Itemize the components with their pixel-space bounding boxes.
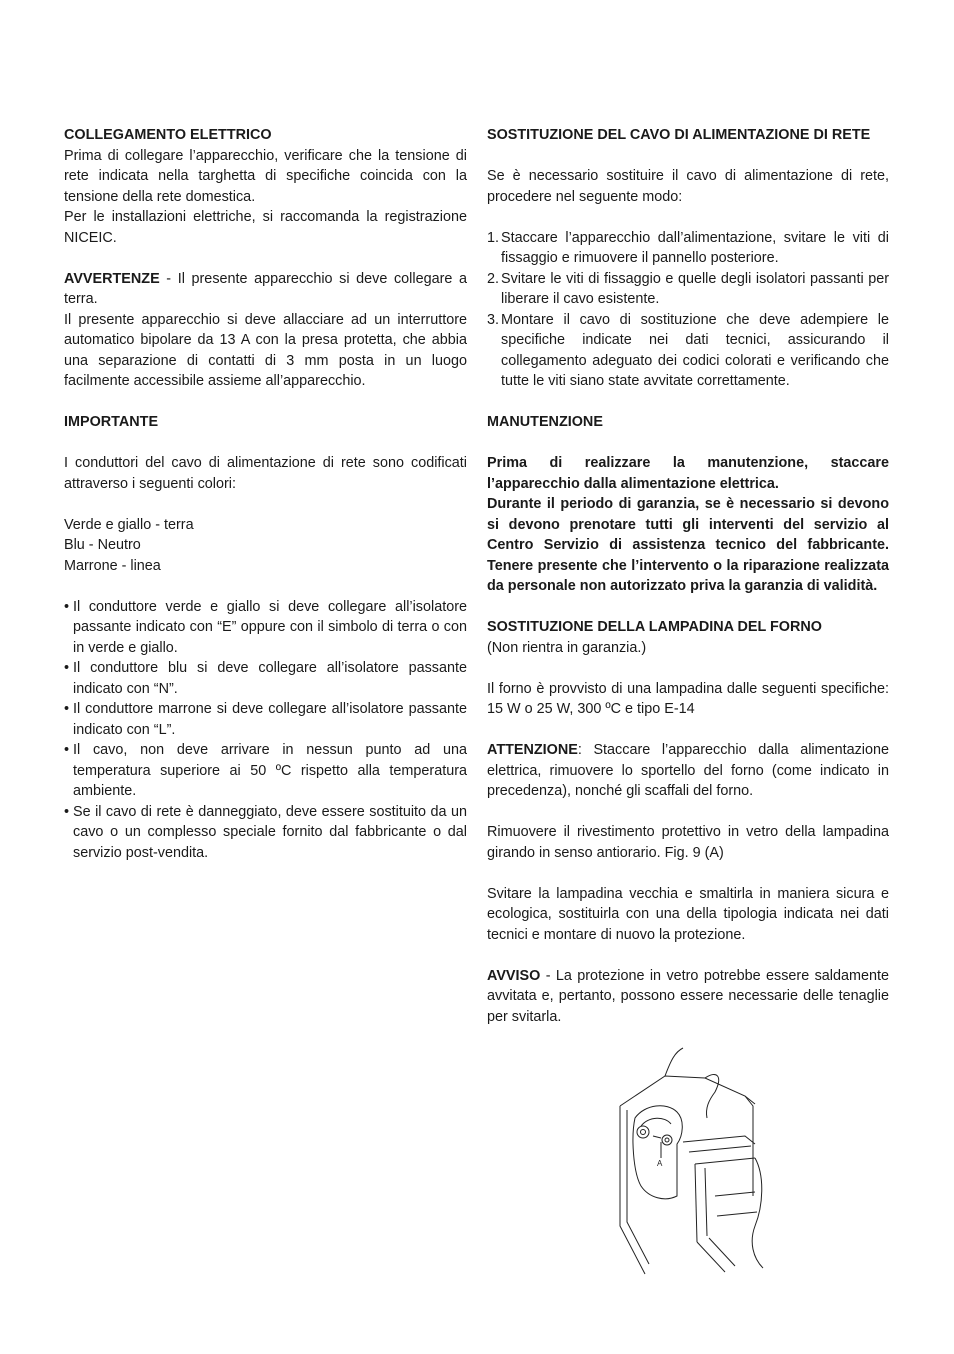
step-number: 2. xyxy=(487,270,500,287)
color-code-item: Marrone - linea xyxy=(64,557,161,574)
notice-paragraph xyxy=(487,966,889,1028)
list-item xyxy=(487,310,889,392)
color-code-item: Verde e giallo - terra xyxy=(64,516,194,533)
heading-lamp-replacement: SOSTITUZIONE DELLA LAMPADINA DEL FORNO xyxy=(487,619,822,635)
notice-label: AVVISO xyxy=(487,967,541,984)
attention-text: : Staccare l’apparecchio dalla alimentazione elettrica, rimuovere lo sportello del forno (come indicato in precedenza), nonché gli scaffali del forno. xyxy=(487,742,889,799)
list-item xyxy=(487,269,889,310)
list-item: • Il cavo, non deve arrivare in nessun punto ad una temperatura superiore ai 50 ºC rispetto alla temperatura ambiente. xyxy=(64,740,467,802)
paragraph: Il forno è provvisto di una lampadina dalle seguenti specifiche: 15 W o 25 W, 300 ºC e tipo E-14 xyxy=(487,680,889,717)
color-code-item: Blu - Neutro xyxy=(64,537,141,553)
right-column xyxy=(487,125,889,1027)
paragraph: Prima di collegare l’apparecchio, verificare che la tensione di rete indicata nella targhetta di specifiche coincida con la tensione della rete domestica. xyxy=(64,147,467,205)
oven-lamp-figure xyxy=(605,1046,771,1282)
heading-cable-replacement: SOSTITUZIONE DEL CAVO DI ALIMENTAZIONE DI RETE xyxy=(487,127,871,143)
conductor-bullet-list xyxy=(64,597,467,864)
warning-text: - Il presente apparecchio si deve collegare a terra. xyxy=(64,270,467,307)
attention-paragraph xyxy=(487,740,889,802)
list-item: • Il conduttore blu si deve collegare all’isolatore passante indicato con “N”. xyxy=(64,658,467,699)
step-text: Montare il cavo di sostituzione che deve adempiere le specifiche indicate nei dati tecnici, assicurando il collegamento adeguato dei codici colorati e verificando che tutte le viti siano state avvitate correttamente. xyxy=(501,311,889,389)
heading-maintenance: MANUTENZIONE xyxy=(487,414,603,430)
left-column xyxy=(64,125,467,863)
lamp-cover xyxy=(633,1106,682,1199)
warning-label: AVVERTENZE xyxy=(64,270,160,287)
step-number: 3. xyxy=(487,311,500,328)
paragraph: Prima di realizzare la manutenzione, staccare l’apparecchio dalla alimentazione elettrica. xyxy=(487,455,889,492)
heading-electrical-connection: COLLEGAMENTO ELETTRICO xyxy=(64,127,272,143)
heading-important: IMPORTANTE xyxy=(64,414,159,430)
oven-casing-top xyxy=(620,1076,755,1106)
list-item: • Il conduttore verde e giallo si deve collegare all’isolatore passante indicato con “E” oppure con il simbolo di terra o con in verde e giallo. xyxy=(64,597,467,659)
paragraph: Rimuovere il rivestimento protettivo in vetro della lampadina girando in senso antiorario. Fig. 9 (A) xyxy=(487,824,889,861)
screw-icon xyxy=(637,1126,649,1138)
step-number: 1. xyxy=(487,229,500,246)
paragraph: (Non rientra in garanzia.) xyxy=(487,639,647,656)
paragraph: Se è necessario sostituire il cavo di alimentazione di rete, procedere nel seguente modo: xyxy=(487,168,889,205)
paragraph: Svitare la lampadina vecchia e smaltirla in maniera sicura e ecologica, sostituirla con una della tipologia indicata nei dati tecnici e montare di nuovo la protezione. xyxy=(487,885,889,943)
paragraph: I conduttori del cavo di alimentazione di rete sono codificati attraverso i seguenti colori: xyxy=(64,455,467,492)
paragraph: Durante il periodo di garanzia, se è necessario si devono si devono prenotare tutti gli interventi del servizio al Centro Servizio di assistenza tecnico del fabbricante. Tenere presente che l’intervento o la riparazione realizzata da personale non autorizzato priva la garanzia di validità. xyxy=(487,496,889,594)
notice-text: - La protezione in vetro potrebbe essere saldamente avvitata e, pertanto, possono essere necessarie delle tenaglie per svitarla. xyxy=(487,967,889,1025)
list-item: • Se il cavo di rete è danneggiato, deve essere sostituito da un cavo o un complesso speciale fornito dal fabbricante o dal servizio post-vendita. xyxy=(64,802,467,864)
maintenance-notice xyxy=(487,453,889,597)
step-text: Svitare le viti di fissaggio e quelle degli isolatori passanti per liberare il cavo esistente. xyxy=(501,270,889,307)
cable-steps-list xyxy=(487,228,889,392)
warning-paragraph xyxy=(64,269,467,310)
lamp-icon xyxy=(662,1135,672,1145)
list-item xyxy=(487,228,889,269)
list-item: • Il conduttore marrone si deve collegare all’isolatore passante indicato con “L”. xyxy=(64,699,467,740)
figure-label-a: A xyxy=(657,1159,663,1168)
paragraph: Il presente apparecchio si deve allacciare ad un interruttore automatico bipolare da 13 A con la presa protetta, che abbia una separazione di contatti di 3 mm posta in un luogo facilmente accessibile assieme all’apparecchio. xyxy=(64,311,467,389)
step-text: Staccare l’apparecchio dall’alimentazione, svitare le viti di fissaggio e rimuovere il pannello posteriore. xyxy=(501,229,889,266)
paragraph: Per le installazioni elettriche, si raccomanda la registrazione NICEIC. xyxy=(64,209,467,246)
attention-label: ATTENZIONE xyxy=(487,742,578,758)
